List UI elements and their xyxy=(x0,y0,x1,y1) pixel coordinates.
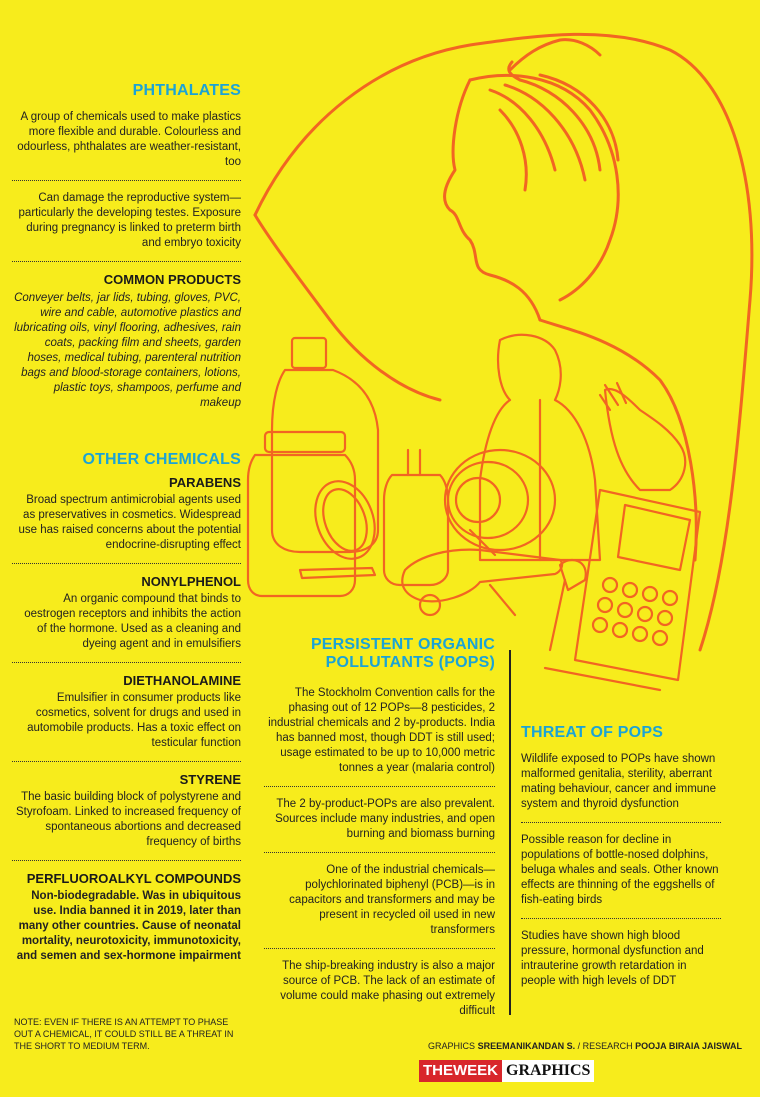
phthalates-section xyxy=(12,82,241,411)
divider xyxy=(12,860,241,861)
parabens-text: Broad spectrum antimicrobial agents used as preservatives in cosmetics. Widespread use has raised concerns about the potential endocrine-disrupting effect xyxy=(18,494,241,551)
the-week-graphics-logo xyxy=(419,1060,594,1082)
threat-paragraph-3: Studies have shown high blood pressure, hormonal dysfunction and intrauterine growth retardation in people with high levels of DDT xyxy=(521,930,704,987)
divider xyxy=(12,180,241,181)
styrene-title: STYRENE xyxy=(179,772,241,787)
research-label: / RESEARCH xyxy=(577,1041,633,1051)
credits xyxy=(428,1041,742,1051)
other-chemicals-title: OTHER CHEMICALS xyxy=(82,451,241,468)
perfluoroalkyl-text: Non-biodegradable. Was in ubiquitous use. India banned it in 2019, later than many other countries. Cause of neonatal mortality, neurotoxicity, immunotoxicity, and semen and sex-hormone impairment xyxy=(16,890,241,962)
phthalates-title: PHTHALATES xyxy=(132,82,241,99)
common-products-title: COMMON PRODUCTS xyxy=(103,272,241,287)
research-name: POOJA BIRAIA JAISWAL xyxy=(635,1041,742,1051)
divider xyxy=(521,918,721,919)
diethanolamine-title: DIETHANOLAMINE xyxy=(123,673,241,688)
pops-paragraph-4: The ship-breaking industry is also a major source of PCB. The lack of an estimate of volume could make phasing out extremely difficult xyxy=(280,960,495,1017)
threat-section xyxy=(521,724,721,989)
divider xyxy=(12,662,241,663)
threat-paragraph-1: Wildlife exposed to POPs have shown malformed genitalia, sterility, aberrant mating behaviour, cancer and immune system and thyroid dysfunction xyxy=(521,753,716,810)
pops-title-line1: PERSISTENT ORGANIC xyxy=(310,636,495,653)
divider xyxy=(264,786,495,787)
pops-paragraph-3: One of the industrial chemicals—polychlorinated biphenyl (PCB)—is in capacitors and transformers and may be present in recycled oil used in new transformers xyxy=(289,864,495,936)
graphics-label: GRAPHICS xyxy=(428,1041,476,1051)
divider xyxy=(12,761,241,762)
diethanolamine-text: Emulsifier in consumer products like cosmetics, solvent for drugs and used in automobile products. Has a toxic effect on testicular function xyxy=(27,692,241,749)
nonylphenol-title: NONYLPHENOL xyxy=(141,574,241,589)
nonylphenol-text: An organic compound that binds to oestrogen receptors and inhibits the action of the hormone. Used as a cleaning and dyeing agent and in emulsifiers xyxy=(24,593,241,650)
other-chemicals-section xyxy=(12,451,241,964)
phthalates-effects: Can damage the reproductive system—particularly the developing testes. Exposure during pregnancy is linked to preterm birth and embryo toxicity xyxy=(18,192,241,249)
threat-title: THREAT OF POPS xyxy=(521,724,664,741)
common-products-list: Conveyer belts, jar lids, tubing, gloves, PVC, wire and cable, automotive plastics and lubricating oils, vinyl flooring, adhesives, rain coats, packing film and sheets, garden hoses, medical tubing, parenteral nutrition bags and blood-storage containers, lotions, plastic toys, shampoos, perfume and makeup xyxy=(14,292,241,409)
phthalates-intro: A group of chemicals used to make plastics more flexible and durable. Colourless and odourless, phthalates are weather-resistant, too xyxy=(17,111,241,168)
styrene-text: The basic building block of polystyrene and Styrofoam. Linked to increased frequency of spontaneous abortions and decreased frequency of births xyxy=(15,791,241,848)
perfluoroalkyl-title: PERFLUOROALKYL COMPOUNDS xyxy=(26,871,241,886)
parabens-title: PARABENS xyxy=(169,475,241,490)
divider xyxy=(264,948,495,949)
column-divider xyxy=(509,650,511,1015)
the-week-logo-text: THEWEEK xyxy=(419,1060,502,1082)
divider xyxy=(521,822,721,823)
divider xyxy=(12,261,241,262)
graphics-name: SREEMANIKANDAN S. xyxy=(477,1041,576,1051)
divider xyxy=(264,852,495,853)
pops-paragraph-2: The 2 by-product-POPs are also prevalent. Sources include many industries, and open burning and biomass burning xyxy=(275,798,495,840)
pops-paragraph-1: The Stockholm Convention calls for the phasing out of 12 POPs—8 pesticides, 2 industrial chemicals and 2 by-products. India has banned most, though DDT is still used; usage estimated to be up to 10,000 metric tonnes a year (malaria control) xyxy=(268,687,495,774)
pops-title-line2: POLLUTANTS (POPS) xyxy=(325,654,495,671)
threat-paragraph-2: Possible reason for decline in populations of bottle-nosed dolphins, beluga whales and seals. Other known effects are thinning of the eggshells of fish-eating birds xyxy=(521,834,719,906)
graphics-logo-text: GRAPHICS xyxy=(502,1060,594,1082)
divider xyxy=(12,563,241,564)
pops-section xyxy=(264,636,495,1019)
footnote: NOTE: EVEN IF THERE IS AN ATTEMPT TO PHASE OUT A CHEMICAL, IT COULD STILL BE A THREAT IN THE SHORT TO MEDIUM TERM. xyxy=(14,1017,234,1051)
